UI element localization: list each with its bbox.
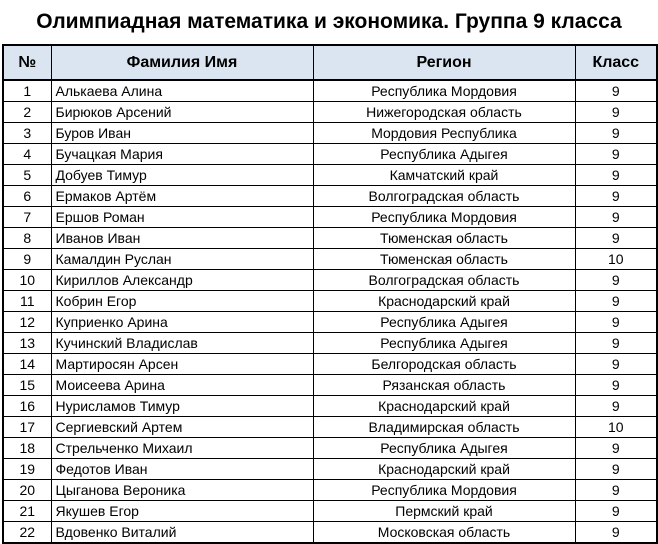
- cell-name: Добуев Тимур: [51, 165, 313, 186]
- cell-region: Пермский край: [313, 501, 575, 522]
- cell-num: 3: [3, 123, 51, 144]
- cell-grade: 9: [575, 186, 657, 207]
- cell-region: Краснодарский край: [313, 291, 575, 312]
- cell-name: Мартиросян Арсен: [51, 354, 313, 375]
- cell-region: Волгоградская область: [313, 270, 575, 291]
- table-row: [3, 291, 657, 312]
- cell-num: 8: [3, 228, 51, 249]
- cell-grade: 9: [575, 207, 657, 228]
- header-name: Фамилия Имя: [51, 45, 313, 80]
- cell-grade: 9: [575, 396, 657, 417]
- cell-grade: 9: [575, 480, 657, 501]
- cell-name: Буров Иван: [51, 123, 313, 144]
- cell-num: 13: [3, 333, 51, 354]
- cell-grade: 9: [575, 80, 657, 102]
- cell-name: Алькаева Алина: [51, 80, 313, 102]
- cell-region: Волгоградская область: [313, 186, 575, 207]
- page-title: Олимпиадная математика и экономика. Группа 9 класса: [36, 10, 622, 33]
- cell-grade: 9: [575, 438, 657, 459]
- cell-name: Цыганова Вероника: [51, 480, 313, 501]
- table-row: [3, 102, 657, 123]
- cell-name: Якушев Егор: [51, 501, 313, 522]
- cell-region: Белгородская область: [313, 354, 575, 375]
- participants-table: [2, 44, 658, 544]
- header-num: №: [3, 45, 51, 80]
- cell-region: Московская область: [313, 522, 575, 544]
- cell-region: Рязанская область: [313, 375, 575, 396]
- table-row: [3, 459, 657, 480]
- cell-name: Сергиевский Артем: [51, 417, 313, 438]
- table-row: [3, 417, 657, 438]
- cell-name: Стрельченко Михаил: [51, 438, 313, 459]
- cell-num: 10: [3, 270, 51, 291]
- table-row: [3, 123, 657, 144]
- cell-num: 16: [3, 396, 51, 417]
- cell-grade: 9: [575, 144, 657, 165]
- cell-grade: 9: [575, 291, 657, 312]
- header-region: Регион: [313, 45, 575, 80]
- cell-grade: 10: [575, 249, 657, 270]
- table-row: [3, 165, 657, 186]
- table-row: [3, 207, 657, 228]
- cell-region: Республика Адыгея: [313, 333, 575, 354]
- cell-num: 22: [3, 522, 51, 544]
- cell-grade: 9: [575, 165, 657, 186]
- cell-grade: 9: [575, 354, 657, 375]
- cell-num: 7: [3, 207, 51, 228]
- cell-num: 1: [3, 80, 51, 102]
- cell-region: Краснодарский край: [313, 396, 575, 417]
- cell-name: Кириллов Александр: [51, 270, 313, 291]
- table-row: [3, 312, 657, 333]
- cell-grade: 9: [575, 459, 657, 480]
- cell-num: 12: [3, 312, 51, 333]
- cell-grade: 9: [575, 375, 657, 396]
- cell-region: Камчатский край: [313, 165, 575, 186]
- cell-name: Камалдин Руслан: [51, 249, 313, 270]
- table-row: [3, 480, 657, 501]
- table-row: [3, 228, 657, 249]
- cell-name: Кобрин Егор: [51, 291, 313, 312]
- table-body: [3, 80, 657, 543]
- cell-name: Вдовенко Виталий: [51, 522, 313, 544]
- cell-num: 11: [3, 291, 51, 312]
- table-row: [3, 249, 657, 270]
- cell-name: Ермаков Артём: [51, 186, 313, 207]
- table-row: [3, 396, 657, 417]
- cell-name: Моисеева Арина: [51, 375, 313, 396]
- cell-num: 17: [3, 417, 51, 438]
- cell-name: Ершов Роман: [51, 207, 313, 228]
- cell-num: 6: [3, 186, 51, 207]
- table-row: [3, 186, 657, 207]
- cell-name: Кучинский Владислав: [51, 333, 313, 354]
- cell-region: Республика Мордовия: [313, 207, 575, 228]
- cell-name: Нурисламов Тимур: [51, 396, 313, 417]
- cell-num: 20: [3, 480, 51, 501]
- cell-region: Тюменская область: [313, 249, 575, 270]
- cell-num: 2: [3, 102, 51, 123]
- cell-grade: 9: [575, 228, 657, 249]
- table-row: [3, 270, 657, 291]
- table-row: [3, 438, 657, 459]
- cell-name: Бучацкая Мария: [51, 144, 313, 165]
- cell-grade: 9: [575, 501, 657, 522]
- table-row: [3, 522, 657, 544]
- cell-region: Тюменская область: [313, 228, 575, 249]
- cell-region: Нижегородская область: [313, 102, 575, 123]
- header-grade: Класс: [575, 45, 657, 80]
- cell-region: Республика Мордовия: [313, 480, 575, 501]
- cell-grade: 9: [575, 102, 657, 123]
- cell-name: Федотов Иван: [51, 459, 313, 480]
- table-row: [3, 501, 657, 522]
- cell-name: Иванов Иван: [51, 228, 313, 249]
- table-row: [3, 354, 657, 375]
- cell-region: Владимирская область: [313, 417, 575, 438]
- cell-num: 15: [3, 375, 51, 396]
- table-row: [3, 333, 657, 354]
- cell-num: 14: [3, 354, 51, 375]
- cell-num: 18: [3, 438, 51, 459]
- table-row: [3, 144, 657, 165]
- table-row: [3, 80, 657, 102]
- cell-grade: 9: [575, 123, 657, 144]
- cell-region: Республика Мордовия: [313, 80, 575, 102]
- cell-name: Бирюков Арсений: [51, 102, 313, 123]
- cell-num: 19: [3, 459, 51, 480]
- cell-region: Республика Адыгея: [313, 312, 575, 333]
- cell-grade: 10: [575, 417, 657, 438]
- cell-region: Республика Адыгея: [313, 438, 575, 459]
- cell-num: 5: [3, 165, 51, 186]
- cell-grade: 9: [575, 270, 657, 291]
- cell-num: 4: [3, 144, 51, 165]
- cell-grade: 9: [575, 333, 657, 354]
- table-header-row: [3, 45, 657, 80]
- cell-num: 21: [3, 501, 51, 522]
- table-row: [3, 375, 657, 396]
- cell-num: 9: [3, 249, 51, 270]
- cell-name: Куприенко Арина: [51, 312, 313, 333]
- cell-grade: 9: [575, 522, 657, 544]
- cell-region: Республика Адыгея: [313, 144, 575, 165]
- cell-region: Краснодарский край: [313, 459, 575, 480]
- cell-grade: 9: [575, 312, 657, 333]
- cell-region: Мордовия Республика: [313, 123, 575, 144]
